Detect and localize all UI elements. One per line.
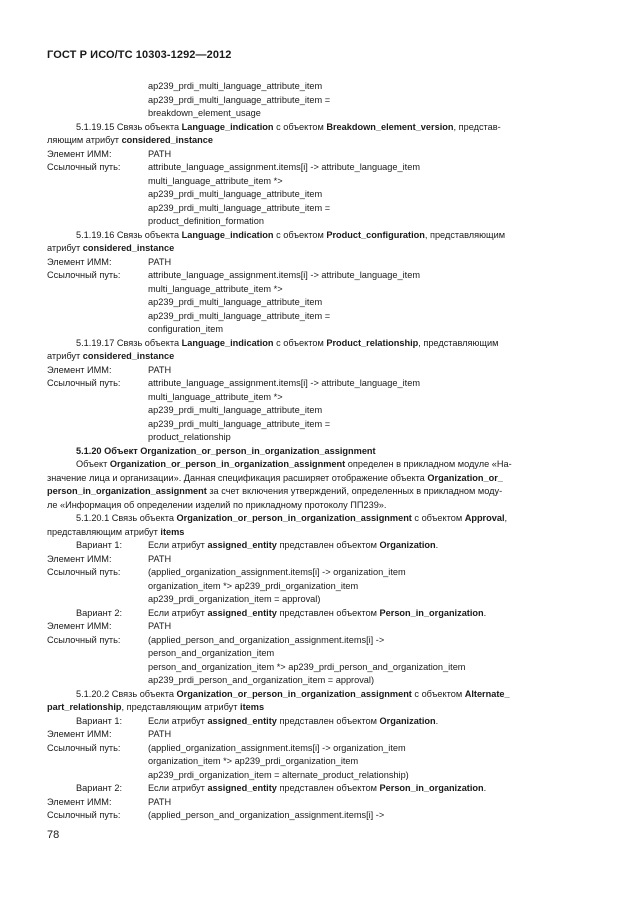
text-segment <box>47 161 120 173</box>
text-run: configuration_item <box>148 324 224 334</box>
text-line <box>0 512 630 524</box>
text-line <box>0 148 630 160</box>
text-line <box>0 782 630 794</box>
text-segment <box>148 431 231 443</box>
text-run: ap239_prdi_person_and_organization_item = approval) <box>148 675 375 685</box>
bold-text: Organization_or_ <box>427 472 503 483</box>
text-run: Вариант 2: <box>76 783 123 793</box>
text-run: ap239_prdi_multi_language_attribute_item <box>148 189 323 199</box>
text-run: Если атрибут <box>148 715 208 726</box>
text-segment <box>148 809 384 821</box>
text-segment <box>148 769 409 781</box>
bold-text: Product_configuration <box>326 229 425 240</box>
text-segment <box>76 607 122 619</box>
text-run: с объектом <box>411 688 465 699</box>
text-segment <box>47 728 112 740</box>
text-segment <box>148 566 406 578</box>
text-line <box>0 661 630 673</box>
text-line <box>0 580 630 592</box>
text-line <box>0 742 630 754</box>
text-run: Вариант 1: <box>76 540 123 550</box>
text-run: ap239_prdi_multi_language_attribute_item = <box>148 94 331 105</box>
text-segment <box>148 283 283 295</box>
bold-text: assigned_entity <box>207 783 277 793</box>
text-line <box>0 364 630 376</box>
text-run: organization_item *> ap239_prdi_organization_item <box>148 756 359 766</box>
text-run: представляющим атрибут <box>47 526 161 537</box>
text-line <box>0 134 630 146</box>
text-run: Элемент ИММ: <box>47 364 112 375</box>
text-run: , <box>504 513 508 523</box>
text-segment <box>148 323 223 335</box>
text-segment <box>148 634 384 646</box>
text-segment <box>47 242 174 254</box>
text-line <box>0 323 630 335</box>
text-run: , представ- <box>453 121 501 132</box>
bold-text: Person_in_organization <box>379 607 484 618</box>
text-run: ap239_prdi_multi_language_attribute_item = <box>148 202 331 213</box>
text-segment <box>76 512 507 524</box>
text-segment <box>47 148 112 160</box>
text-run: (applied_person_and_organization_assignment.items[i] -> <box>148 634 385 645</box>
text-run: Если атрибут <box>148 783 208 793</box>
bold-text: Product_relationship <box>326 337 419 348</box>
text-run: с объектом <box>273 121 327 132</box>
text-run: Элемент ИММ: <box>47 729 112 739</box>
text-run: с объектом <box>273 337 327 348</box>
text-line <box>0 161 630 173</box>
text-line <box>0 634 630 646</box>
text-segment <box>47 809 120 821</box>
text-line <box>0 593 630 605</box>
text-segment <box>148 728 171 740</box>
text-segment <box>148 580 358 592</box>
text-line <box>0 94 630 106</box>
text-segment <box>148 175 283 187</box>
text-line <box>0 769 630 781</box>
text-run: Ссылочный путь: <box>47 634 121 645</box>
text-segment <box>76 458 512 470</box>
text-line <box>0 418 630 430</box>
text-run: ле «Информация об определении изделий по прикладному протоколу ПП239». <box>47 499 387 510</box>
text-line <box>0 566 630 578</box>
text-segment <box>148 674 374 686</box>
text-run: ap239_prdi_multi_language_attribute_item <box>148 81 323 91</box>
text-line <box>0 485 630 497</box>
text-segment <box>76 539 122 551</box>
text-run: 5.1.19.17 Связь объекта <box>76 337 182 348</box>
text-segment <box>148 148 171 160</box>
text-line <box>0 674 630 686</box>
page-number: 78 <box>47 829 60 841</box>
bold-text: Alternate_ <box>464 688 510 699</box>
text-run: ap239_prdi_multi_language_attribute_item = <box>148 418 331 429</box>
text-run: Ссылочный путь: <box>47 810 121 820</box>
bold-text: Language_indication <box>181 229 274 240</box>
text-line <box>0 337 630 349</box>
text-run: person_and_organization_item <box>148 648 275 658</box>
text-run: Вариант 1: <box>76 715 123 726</box>
text-segment <box>148 310 330 322</box>
text-run: , представляющим <box>418 337 499 348</box>
text-run: product_relationship <box>148 432 231 442</box>
text-segment <box>148 782 486 794</box>
text-segment <box>148 188 322 200</box>
text-run: с объектом <box>411 513 465 523</box>
text-run: ляющим атрибут <box>47 135 122 145</box>
bold-text: Organization_or_person_in_organization_assignment <box>176 688 412 699</box>
text-run: . <box>483 607 487 618</box>
text-run: . <box>435 715 439 726</box>
text-run: PATH <box>148 553 172 564</box>
text-line <box>0 310 630 322</box>
text-segment <box>76 337 498 349</box>
text-line <box>0 755 630 767</box>
text-run: представлен объектом <box>276 715 380 726</box>
text-line <box>0 188 630 200</box>
text-run: ap239_prdi_multi_language_attribute_item <box>148 297 323 307</box>
text-segment <box>148 553 171 565</box>
text-segment <box>47 472 503 484</box>
text-run: представлен объектом <box>276 783 380 793</box>
text-run: multi_language_attribute_item *> <box>148 283 283 294</box>
text-segment <box>76 782 122 794</box>
text-run: . <box>435 540 439 550</box>
bold-text: considered_instance <box>121 135 213 145</box>
text-line <box>0 647 630 659</box>
text-line <box>0 688 630 700</box>
text-segment <box>47 566 120 578</box>
text-run: (applied_person_and_organization_assignment.items[i] -> <box>148 810 385 820</box>
document-header: ГОСТ Р ИСО/ТС 10303-1292—2012 <box>47 49 232 61</box>
text-segment <box>47 553 112 565</box>
text-line <box>0 728 630 740</box>
bold-text: items <box>240 702 265 712</box>
text-run: PATH <box>148 148 172 159</box>
text-run: attribute_language_assignment.items[i] -> attribute_language_item <box>148 162 420 172</box>
text-segment <box>47 485 502 497</box>
text-line <box>0 499 630 511</box>
text-run: Вариант 2: <box>76 607 123 618</box>
text-run: PATH <box>148 796 172 807</box>
text-run: 5.1.20.2 Связь объекта <box>76 688 177 699</box>
text-run: (applied_organization_assignment.items[i] -> organization_item <box>148 567 406 577</box>
text-segment <box>47 634 120 646</box>
text-line <box>0 107 630 119</box>
text-line <box>0 553 630 565</box>
text-run: Элемент ИММ: <box>47 796 112 807</box>
text-run: с объектом <box>273 229 327 240</box>
text-line <box>0 431 630 443</box>
text-run: 5.1.19.16 Связь объекта <box>76 229 182 240</box>
text-run: , представляющим <box>424 229 506 240</box>
text-segment <box>148 161 420 173</box>
text-run: Если атрибут <box>148 540 208 550</box>
text-segment <box>47 620 112 632</box>
text-line <box>0 229 630 241</box>
text-run: Ссылочный путь: <box>47 742 121 753</box>
text-segment <box>148 661 465 673</box>
text-line <box>0 256 630 268</box>
bold-text: considered_instance <box>82 351 175 361</box>
text-line <box>0 404 630 416</box>
text-run: атрибут <box>47 243 83 253</box>
text-segment <box>148 391 283 403</box>
text-segment <box>148 742 406 754</box>
bold-text: Person_in_organization <box>379 783 484 793</box>
bold-text: Breakdown_element_version <box>326 121 454 132</box>
text-segment <box>47 256 112 268</box>
text-run: , представляющим атрибут <box>121 702 241 712</box>
text-run: breakdown_element_usage <box>148 108 261 118</box>
text-segment <box>148 202 330 214</box>
text-line <box>0 350 630 362</box>
text-line <box>0 175 630 187</box>
text-run: определен в прикладном модуле «На- <box>345 459 512 469</box>
text-line <box>0 269 630 281</box>
text-line <box>0 202 630 214</box>
bold-text: assigned_entity <box>207 607 277 618</box>
bold-text: Language_indication <box>181 121 274 132</box>
text-line <box>0 242 630 254</box>
text-run: ap239_prdi_multi_language_attribute_item = <box>148 310 331 321</box>
text-line <box>0 80 630 92</box>
bold-text: part_relationship <box>47 702 122 712</box>
bold-text: Organization <box>379 540 436 550</box>
text-run: person_and_organization_item *> ap239_prdi_person_and_organization_item <box>148 661 466 672</box>
text-run: значение лица и организации». Данная спецификация расширяет отображение объекта <box>47 472 428 483</box>
text-segment <box>148 539 438 551</box>
text-line <box>0 715 630 727</box>
text-run: Ссылочный путь: <box>47 567 121 577</box>
text-line <box>0 458 630 470</box>
text-run: представлен объектом <box>276 607 380 618</box>
text-segment <box>47 796 112 808</box>
text-segment <box>47 364 112 376</box>
text-segment <box>148 256 171 268</box>
text-line <box>0 445 630 457</box>
text-segment <box>148 364 171 376</box>
text-segment <box>148 607 486 619</box>
text-segment <box>76 121 501 133</box>
text-run: представлен объектом <box>276 540 380 550</box>
text-segment <box>148 647 274 659</box>
text-run: (applied_organization_assignment.items[i] -> organization_item <box>148 742 406 753</box>
text-run: атрибут <box>47 351 83 361</box>
bold-text: assigned_entity <box>207 540 277 550</box>
text-segment <box>47 377 120 389</box>
text-segment <box>148 94 330 106</box>
text-segment <box>76 229 505 241</box>
text-segment <box>148 593 320 605</box>
bold-text: person_in_organization_assignment <box>47 486 207 496</box>
bold-text: Organization_or_person_in_organization_assignment <box>109 459 346 469</box>
text-run: Элемент ИММ: <box>47 553 112 564</box>
text-line <box>0 809 630 821</box>
text-segment <box>148 80 322 92</box>
text-segment <box>148 296 322 308</box>
text-run: organization_item *> ap239_prdi_organization_item <box>148 580 359 591</box>
text-segment <box>76 445 376 457</box>
text-run: Элемент ИММ: <box>47 148 112 159</box>
text-line <box>0 796 630 808</box>
text-run: . <box>483 783 487 793</box>
text-run: Ссылочный путь: <box>47 270 121 280</box>
bold-text: Language_indication <box>181 337 274 348</box>
text-line <box>0 539 630 551</box>
text-line <box>0 526 630 538</box>
text-segment <box>47 134 213 146</box>
text-run: attribute_language_assignment.items[i] -> attribute_language_item <box>148 378 420 388</box>
text-segment <box>47 269 120 281</box>
text-segment <box>148 796 171 808</box>
text-segment <box>47 701 264 713</box>
text-segment <box>47 499 386 511</box>
text-run: 5.1.20.1 Связь объекта <box>76 513 177 523</box>
bold-text: 5.1.20 Объект Organization_or_person_in_organization_assignment <box>76 445 376 456</box>
text-run: Элемент ИММ: <box>47 256 112 267</box>
text-segment <box>148 755 358 767</box>
bold-text: Approval <box>464 513 505 523</box>
text-run: PATH <box>148 621 172 631</box>
text-line <box>0 391 630 403</box>
text-run: за счет включения утверждений, определенных в прикладном моду- <box>206 486 503 496</box>
text-segment <box>76 715 122 727</box>
text-segment <box>148 715 438 727</box>
text-segment <box>76 688 510 700</box>
text-line <box>0 701 630 713</box>
text-line <box>0 283 630 295</box>
text-segment <box>148 404 322 416</box>
text-line <box>0 215 630 227</box>
text-line <box>0 296 630 308</box>
text-segment <box>148 215 264 227</box>
text-run: Ссылочный путь: <box>47 162 121 172</box>
text-run: PATH <box>148 729 172 739</box>
text-segment <box>148 418 330 430</box>
text-run: PATH <box>148 364 172 375</box>
text-run: multi_language_attribute_item *> <box>148 391 283 402</box>
text-segment <box>47 526 184 538</box>
text-segment <box>148 269 420 281</box>
text-run: Объект <box>76 459 110 469</box>
bold-text: Organization <box>379 715 436 726</box>
text-segment <box>148 620 171 632</box>
text-run: attribute_language_assignment.items[i] -> attribute_language_item <box>148 270 420 280</box>
text-line <box>0 607 630 619</box>
text-line <box>0 472 630 484</box>
text-run: Ссылочный путь: <box>47 378 121 388</box>
text-segment <box>148 377 420 389</box>
text-run: Элемент ИММ: <box>47 621 112 631</box>
text-run: ap239_prdi_organization_item = alternate_product_relationship) <box>148 769 409 780</box>
bold-text: items <box>160 526 185 537</box>
bold-text: considered_instance <box>82 243 175 253</box>
bold-text: Organization_or_person_in_organization_assignment <box>176 513 412 523</box>
text-line <box>0 377 630 389</box>
text-run: ap239_prdi_organization_item = approval) <box>148 594 321 604</box>
text-run: product_definition_formation <box>148 216 264 226</box>
text-segment <box>47 350 174 362</box>
text-run: multi_language_attribute_item *> <box>148 175 283 186</box>
text-line <box>0 620 630 632</box>
text-run: Если атрибут <box>148 607 208 618</box>
text-run: 5.1.19.15 Связь объекта <box>76 121 182 132</box>
text-segment <box>148 107 261 119</box>
text-segment <box>47 742 120 754</box>
text-run: PATH <box>148 256 172 267</box>
bold-text: assigned_entity <box>207 715 277 726</box>
text-run: ap239_prdi_multi_language_attribute_item <box>148 405 323 415</box>
text-line <box>0 121 630 133</box>
